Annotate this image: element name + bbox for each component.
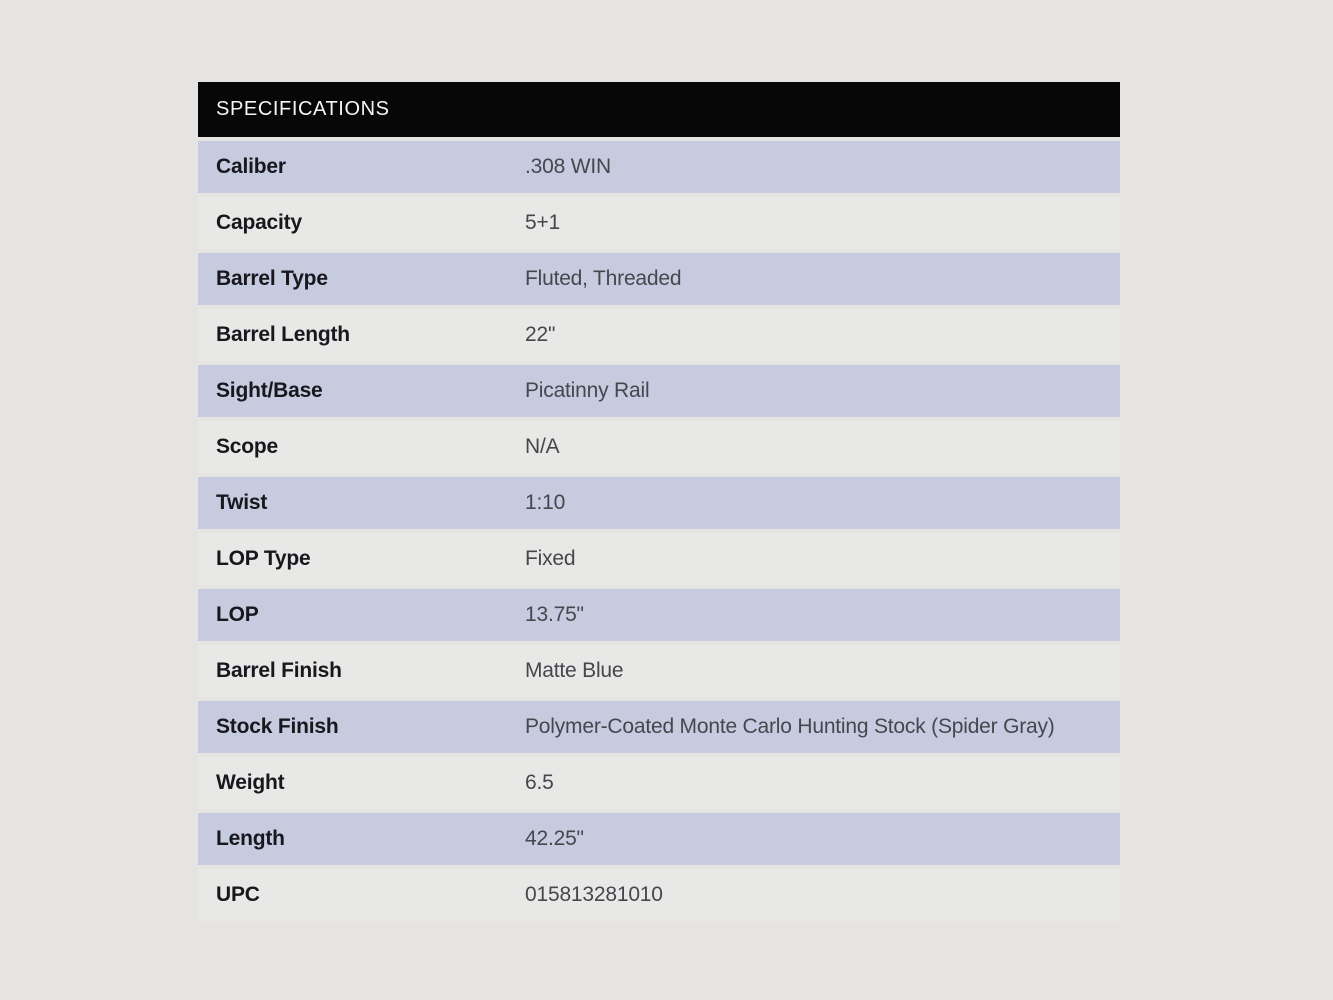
spec-row-label: Barrel Length (216, 323, 350, 346)
spec-row-sight-base (198, 365, 1120, 417)
spec-row-upc (198, 869, 1120, 921)
spec-row-value: 13.75" (525, 603, 584, 626)
spec-row-lop-type (198, 533, 1120, 585)
spec-row-capacity (198, 197, 1120, 249)
spec-row-label: Caliber (216, 155, 286, 178)
spec-row-scope (198, 421, 1120, 473)
spec-row-label: Twist (216, 491, 268, 514)
spec-row-label: Weight (216, 771, 285, 794)
spec-row-value: Fixed (525, 547, 576, 570)
specifications-rows (198, 141, 1120, 921)
spec-row-value: 6.5 (525, 771, 554, 794)
specifications-header (198, 82, 1120, 137)
spec-row-value: Picatinny Rail (525, 379, 650, 402)
spec-row-label: LOP (216, 603, 259, 626)
spec-row-value: Polymer-Coated Monte Carlo Hunting Stock (Spider Gray) (525, 715, 1055, 738)
spec-row-barrel-type (198, 253, 1120, 305)
spec-row-label: Barrel Finish (216, 659, 342, 682)
spec-row-value: .308 WIN (525, 155, 611, 178)
spec-row-value: 5+1 (525, 211, 561, 234)
spec-row-label: Capacity (216, 211, 302, 234)
spec-row-label: Scope (216, 435, 279, 458)
spec-row-label: Sight/Base (216, 379, 323, 402)
spec-row-value: Matte Blue (525, 659, 624, 682)
specifications-header-label: SPECIFICATIONS (216, 98, 390, 120)
spec-row-weight (198, 757, 1120, 809)
spec-row-value: 22" (525, 323, 556, 346)
spec-row-stock-finish (198, 701, 1120, 753)
spec-row-label: Length (216, 827, 285, 850)
spec-row-value: 015813281010 (525, 883, 663, 906)
spec-row-label: UPC (216, 883, 260, 906)
spec-row-value: Fluted, Threaded (525, 267, 682, 290)
spec-row-barrel-finish (198, 645, 1120, 697)
spec-row-barrel-length (198, 309, 1120, 361)
spec-row-value: 1:10 (525, 491, 566, 514)
spec-row-twist (198, 477, 1120, 529)
spec-row-length (198, 813, 1120, 865)
spec-row-label: LOP Type (216, 547, 311, 570)
spec-row-value: 42.25" (525, 827, 584, 850)
spec-row-label: Stock Finish (216, 715, 339, 738)
spec-row-caliber (198, 141, 1120, 193)
spec-row-label: Barrel Type (216, 267, 328, 290)
spec-row-value: N/A (525, 435, 560, 458)
specifications-table (198, 82, 1120, 925)
spec-row-lop (198, 589, 1120, 641)
